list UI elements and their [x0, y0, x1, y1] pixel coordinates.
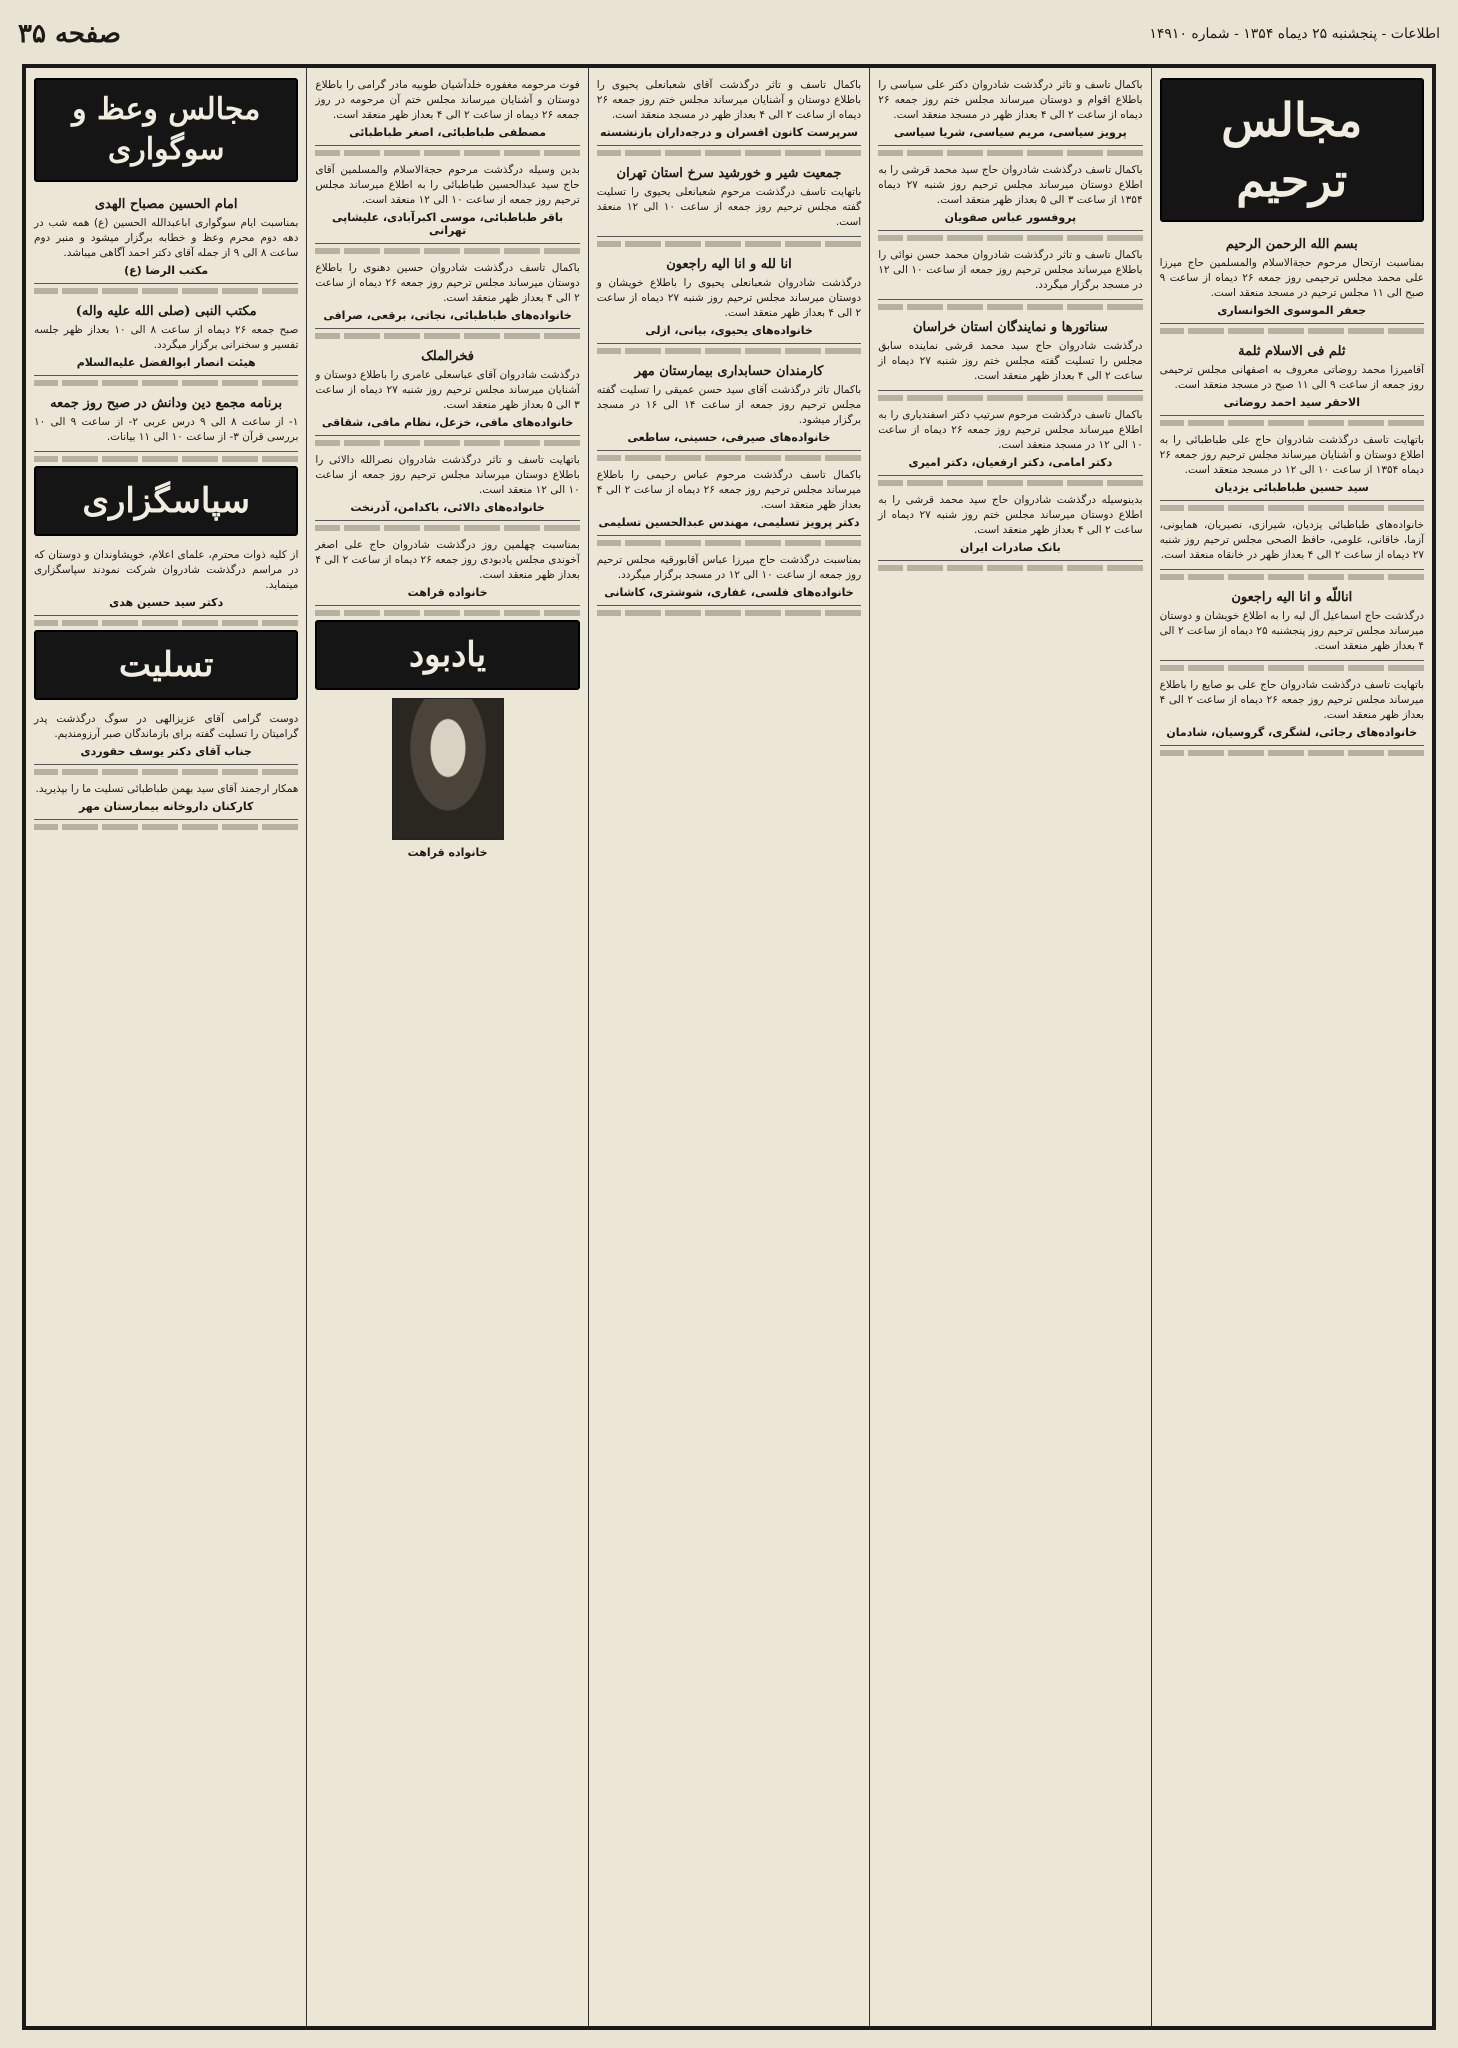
notice	[878, 313, 1142, 391]
sepasgozari-banner: سپاسگزاری	[34, 466, 298, 536]
notice	[315, 74, 579, 146]
text-filler	[878, 150, 1142, 156]
notice-body: بمناسبت ایام سوگواری اباعبدالله الحسین (ع) همه شب در دهه دوم محرم وعظ و خطابه برگزار میشود و منبر دوم ساعت ۸ الی ۹ از جمله آقای دکتر احمد آگاهی میباشد.	[33, 217, 299, 259]
notice-signature: مکتب الرضا (ع)	[124, 264, 209, 277]
text-filler	[315, 333, 579, 339]
masthead: اطلاعات - پنجشنبه ۲۵ دیماه ۱۳۵۴ - شماره ۱۴۹۱۰	[1149, 26, 1440, 42]
notice-body: باکمال تاسف درگذشت شادروان حاج سید محمد قرشی را به اطلاع دوستان میرساند مجلس ترحیم روز شنبه ۲۷ دیماه ۱۳۵۴ از ساعت ۳ الی ۵ بعداز ظهر منعقد است.	[878, 164, 1143, 206]
notice-body: بمناسبت چهلمین روز درگذشت شادروان حاج علی اصغر آخوندی مجلس یادبودی روز جمعه ۲۶ دیماه از ساعت ۲ الی ۴ بعداز ظهر منعقد است.	[315, 539, 580, 581]
notice	[878, 74, 1142, 146]
notice	[34, 708, 298, 765]
notice-body: باکمال تاسف و تاثر درگذشت شادروان دکتر علی سیاسی را باطلاع اقوام و دوستان میرساند مجلس ختم روز جمعه ۲۶ دیماه از ساعت ۲ الی ۴ بعداز ظهر در مسجد منعقد است.	[878, 79, 1143, 121]
notice	[315, 257, 579, 329]
notice-body: دوست گرامی آقای عزیزالهی در سوگ درگذشت پدر گرامیتان را تسلیت گفته برای بازماندگان صبر آرزومندیم.	[33, 713, 299, 740]
notice-body: آقامیرزا محمد روضاتی معروف به اصفهانی مجلس ترحیمی روز جمعه از ساعت ۹ الی ۱۱ صبح در مسجد منعقد است.	[1159, 364, 1424, 391]
column-1	[1151, 68, 1432, 2026]
notice-signature: جناب آقای دکتر یوسف حقوردی	[80, 745, 252, 758]
notice-body: باتهایت تاسف درگذشت مرحوم شعبانعلی یحیوی را تسلیت گفته مجلس ترحیم روز جمعه از ساعت ۱۰ الی ۱۲ منعقد است.	[596, 186, 862, 228]
text-filler	[1160, 574, 1424, 580]
notice-body: باتهایت تاسف درگذشت شادروان حاج علی طباطبائی را به اطلاع دوستان و آشنایان میرساند مجلس ترحیم روز جمعه ۲۶ دیماه ۱۳۵۴ از ساعت ۱۰ الی ۱۲ در مسجد منعقد است.	[1159, 434, 1424, 476]
notice-list	[34, 190, 298, 462]
notice-body: خانواده‌های طباطبائی یزدیان، شیرازی، نصیریان، همایونی، آزما، خاقانی، علومی، حافظ الصحی مجلس ترحیم روز شنبه ۲۷ دیماه از ساعت ۲ الی ۴ بعداز ظهر در خانقاه منعقد است.	[1159, 519, 1424, 561]
notice-signature: سرپرست کانون افسران و درجه‌داران بازنشسته	[600, 126, 858, 139]
text-filler	[1160, 420, 1424, 426]
notice	[878, 244, 1142, 300]
notice	[34, 544, 298, 616]
notice-body: ۱- از ساعت ۸ الی ۹ درس عربی ۲- از ساعت ۹ الی ۱۰ بررسی قرآن ۳- از ساعت ۱۰ الی ۱۱ بیانات.	[33, 416, 299, 443]
text-filler	[1160, 750, 1424, 756]
notice	[1160, 514, 1424, 570]
text-filler	[597, 455, 861, 461]
vaaz-banner: مجالس وعظ و سوگواری	[34, 78, 298, 182]
notice-signature: جعفر الموسوی الخوانساری	[1217, 304, 1367, 317]
page-number: صفحه ۳۵	[18, 19, 121, 49]
text-filler	[1160, 665, 1424, 671]
notice-title: بسم الله الرحمن الرحیم	[1225, 237, 1358, 252]
text-filler	[878, 235, 1142, 241]
notice	[315, 159, 579, 244]
notice-signature: خانواده‌های طباطبائی، نجاتی، برقعی، صرافی	[323, 309, 572, 322]
notice-title: سناتورها و نمایندگان استان خراسان	[912, 320, 1108, 335]
notice	[315, 449, 579, 521]
text-filler	[315, 610, 579, 616]
notice-signature: باقر طباطبائی، موسی اکبرآبادی، علیشاپی تهرانی	[331, 211, 564, 237]
notice	[34, 190, 298, 284]
notice-list	[878, 74, 1142, 571]
text-filler	[597, 348, 861, 354]
notice-body: درگذشت شادروان آقای عباسعلی عامری را باطلاع دوستان و آشنایان میرساند مجلس ترحیم روز شنبه ۲۷ دیماه از ساعت ۳ الی ۵ بعداز ظهر منعقد است.	[315, 369, 580, 411]
text-filler	[34, 288, 298, 294]
notice	[1160, 674, 1424, 746]
notice-body: باتهایت تاسف درگذشت شادروان حاج علی بو صایع را باطلاع میرساند مجلس ترحیم روز جمعه ۲۶ دیماه از ساعت ۲ الی ۴ بعداز ظهر منعقد است.	[1159, 679, 1425, 721]
text-filler	[597, 610, 861, 616]
column-4	[306, 68, 587, 2026]
text-filler	[878, 565, 1142, 571]
notice-signature: خانواده‌های یحیوی، بیانی، ازلی	[645, 324, 813, 337]
notice-list	[315, 74, 579, 616]
notice-body: بمناسبت ارتحال مرحوم حجةالاسلام والمسلمین حاج میرزا علی محمد مجلس ترحیمی روز جمعه ۲۶ دیماه از ساعت ۹ صبح الی ۱۱ مجلس ترحیم در مسجد منعقد است.	[1159, 257, 1425, 299]
notice	[1160, 583, 1424, 661]
notice-body: باکمال تاسف درگذشت شادروان حسین دهنوی را باطلاع دوستان میرساند مجلس ترحیم روز جمعه ۲۶ دیماه از ساعت ۲ الی ۴ بعداز ظهر منعقد است.	[315, 262, 580, 304]
notice	[597, 74, 861, 146]
notice-title: ثلم فی الاسلام ثلمة	[1238, 344, 1346, 359]
notice	[878, 159, 1142, 231]
text-filler	[1160, 328, 1424, 334]
text-filler	[878, 480, 1142, 486]
notice-signature: دکتر سید حسین هدی	[109, 596, 224, 609]
text-filler	[315, 525, 579, 531]
notice-title: فخرالملک	[421, 349, 474, 364]
text-filler	[597, 540, 861, 546]
column-5	[26, 68, 306, 2026]
notice-signature: بانک صادرات ایران	[960, 541, 1061, 554]
notice-signature: خانواده‌های فلسی، غفاری، شوشتری، کاشانی	[604, 586, 854, 599]
column-3	[588, 68, 869, 2026]
notice-signature: پرویز سیاسی، مریم سیاسی، شریا سیاسی	[894, 126, 1127, 139]
columns	[26, 68, 1432, 2026]
notice	[1160, 230, 1424, 324]
yadboud-banner: یادبود	[315, 620, 579, 690]
notice-body: باکمال تاثر درگذشت آقای سید حسن عمیقی را تسلیت گفته مجلس ترحیم روز جمعه از ساعت ۱۴ الی ۱۶ در مسجد برگزار میشود.	[596, 384, 862, 426]
notice-list	[34, 708, 298, 830]
notice	[597, 250, 861, 344]
photo-caption: خانواده قراهت	[407, 846, 488, 859]
notice-list	[1160, 230, 1424, 756]
text-filler	[34, 769, 298, 775]
notice-signature: خانواده‌های رجائی، لشگری، گروسیان، شادمان	[1166, 726, 1418, 739]
text-filler	[1160, 505, 1424, 511]
notice-list	[34, 544, 298, 626]
notice-signature: هیئت انصار ابوالفضل علیه‌السلام	[76, 356, 256, 369]
notice-signature: خانواده‌های مافی، خزعل، نظام مافی، شقاقی	[321, 416, 574, 429]
notice-body: درگذشت شادروان حاج سید محمد قرشی نماینده سابق مجلس را تسلیت گفته مجلس ختم روز شنبه ۲۷ دیماه از ساعت ۲ الی ۴ بعداز ظهر منعقد است.	[878, 340, 1143, 382]
text-filler	[315, 248, 579, 254]
notice-list	[597, 74, 861, 616]
notice-title: جمعیت شیر و خورشید سرخ استان تهران	[616, 166, 842, 181]
notice-signature: دکتر امامی، دکتر ارفعیان، دکتر امیری	[908, 456, 1113, 469]
notice	[597, 549, 861, 606]
text-filler	[34, 824, 298, 830]
notice-body: فوت مرحومه مغفوره خلدآشیان طوبیه مادر گرامی را باطلاع دوستان و آشنایان میرساند مجلس ختم آن مرحومه در روز جمعه ۲۶ دیماه از ساعت ۲ الی ۴ بعداز ظهر منعقد است.	[315, 79, 580, 121]
notice-title: مکتب النبی (صلی الله علیه واله)	[75, 304, 257, 319]
notice-body: درگذشت حاج اسماعیل آل لیه را به اطلاع خویشان و دوستان میرساند مجلس ترحیم روز پنجشنبه ۲۵ دیماه از ساعت ۲ الی ۴ بعداز ظهر منعقد است.	[1159, 610, 1425, 652]
notice-title: اناللّه و انا الیه راجعون	[1231, 590, 1353, 605]
notice	[315, 342, 579, 436]
notice-body: باکمال تاسف و تاثر درگذشت آقای شعبانعلی یحیوی را باطلاع دوستان و آشنایان میرساند مجلس ختم روز جمعه ۲۶ دیماه از ساعت ۲ الی ۴ بعداز ظهر در مسجد منعقد است.	[596, 79, 862, 121]
notice-title: برنامه مجمع دین ودانش در صبح روز جمعه	[50, 396, 283, 411]
text-filler	[878, 304, 1142, 310]
text-filler	[34, 620, 298, 626]
text-filler	[315, 150, 579, 156]
notice-body: بمناسبت درگذشت حاج میرزا عباس آقابورقیه مجلس ترحیم روز جمعه از ساعت ۱۰ الی ۱۲ در مسجد برگزار میگردد.	[596, 554, 862, 581]
notice-title: کارمندان حسابداری بیمارستان مهر	[634, 364, 824, 379]
notice	[597, 159, 861, 237]
portrait-photo	[392, 698, 504, 840]
notice-body: از کلیه ذوات محترم، علمای اعلام، خویشاوندان و دوستان که در مراسم درگذشت شادروان شرکت نمودند سپاسگزاری مینماید.	[33, 549, 299, 591]
notice-signature: مصطفی طباطبائی، اصغر طباطبائی	[349, 126, 547, 139]
notice-body: باکمال تاسف درگذشت مرحوم عباس رحیمی را باطلاع میرساند مجلس ترحیم روز جمعه ۲۶ دیماه از ساعت ۲ الی ۴ بعداز ظهر منعقد است.	[596, 469, 862, 511]
notice	[597, 464, 861, 536]
text-filler	[34, 456, 298, 462]
text-filler	[597, 241, 861, 247]
notice-signature: سید حسین طباطبائی یزدیان	[1214, 481, 1369, 494]
notice-signature: الاحقر سید احمد روضاتی	[1223, 396, 1360, 409]
page-header	[18, 14, 1440, 54]
notice	[878, 404, 1142, 476]
notice-body: درگذشت شادروان شعبانعلی یحیوی را باطلاع خویشان و دوستان میرساند مجلس ترحیم روز شنبه ۲۷ دیماه از ساعت ۲ الی ۴ بعداز ظهر منعقد است.	[596, 277, 862, 319]
notice	[597, 357, 861, 451]
tarhim-banner: مجالس ترحیم	[1160, 78, 1424, 222]
notice-body: بدینوسیله درگذشت شادروان حاج سید محمد قرشی را به اطلاع دوستان میرساند مجلس ختم روز شنبه ۲۷ دیماه از ساعت ۲ الی ۴ بعداز ظهر منعقد است.	[878, 494, 1143, 536]
notice-body: باکمال تاسف و تاثر درگذشت شادروان محمد حسن نوائی را باطلاع میرساند مجلس ترحیم روز جمعه از ساعت ۱۰ الی ۱۲ در مسجد برگزار میگردد.	[878, 249, 1143, 291]
column-2	[869, 68, 1150, 2026]
notice-signature: خانواده‌های دالائی، باکدامن، آذرنخت	[350, 501, 545, 514]
text-filler	[315, 440, 579, 446]
notice	[315, 534, 579, 606]
notice-body: همکار ارجمند آقای سید بهمن طباطبائی تسلیت ما را بپذیرید.	[35, 783, 299, 795]
notice-signature: خانواده قراهت	[407, 586, 488, 599]
text-filler	[34, 380, 298, 386]
notice-signature: دکتر پرویز تسلیمی، مهندس عبدالحسین تسلیمی	[598, 516, 860, 529]
notice	[878, 489, 1142, 561]
text-filler	[878, 395, 1142, 401]
notice	[34, 389, 298, 452]
text-filler	[597, 150, 861, 156]
notice	[34, 778, 298, 820]
notice	[1160, 429, 1424, 501]
notice-body: بدین وسیله درگذشت مرحوم حجةالاسلام والمسلمین آقای حاج سید عبدالحسین طباطبائی را به اطلاع میرساند مجلس ترحیم روز جمعه از ساعت ۱۰ الی ۱۲ منعقد است.	[315, 164, 580, 206]
notice-signature: کارکنان داروخانه بیمارستان مهر	[78, 800, 254, 813]
notice	[1160, 337, 1424, 416]
notice-title: امام الحسین مصباح الهدی	[94, 197, 238, 212]
notice-signature: خانواده‌های صیرفی، حسینی، ساطعی	[627, 431, 831, 444]
notice-body: صبح جمعه ۲۶ دیماه از ساعت ۸ الی ۱۰ بعداز ظهر جلسه تفسیر و سخنرانی برگزار میگردد.	[33, 324, 299, 351]
notices-frame	[22, 64, 1436, 2030]
notice-body: باتهایت تاسف و تاثر درگذشت شادروان نصرالله دالائی را باطلاع دوستان میرساند مجلس ترحیم روز جمعه از ساعت ۱۰ الی ۱۲ منعقد است.	[315, 454, 580, 496]
tasliat-banner: تسلیت	[34, 630, 298, 700]
notice-signature: پروفسور عباس صفویان	[944, 211, 1077, 224]
notice	[34, 297, 298, 376]
notice-body: باکمال تاسف درگذشت مرحوم سرتیپ دکتر اسفندیاری را به اطلاع میرساند مجلس ترحیم روز جمعه ۲۶ دیماه از ساعت ۱۰ الی ۱۲ در مسجد منعقد است.	[878, 409, 1143, 451]
notice-title: انا لله و انا الیه راجعون	[666, 257, 792, 272]
